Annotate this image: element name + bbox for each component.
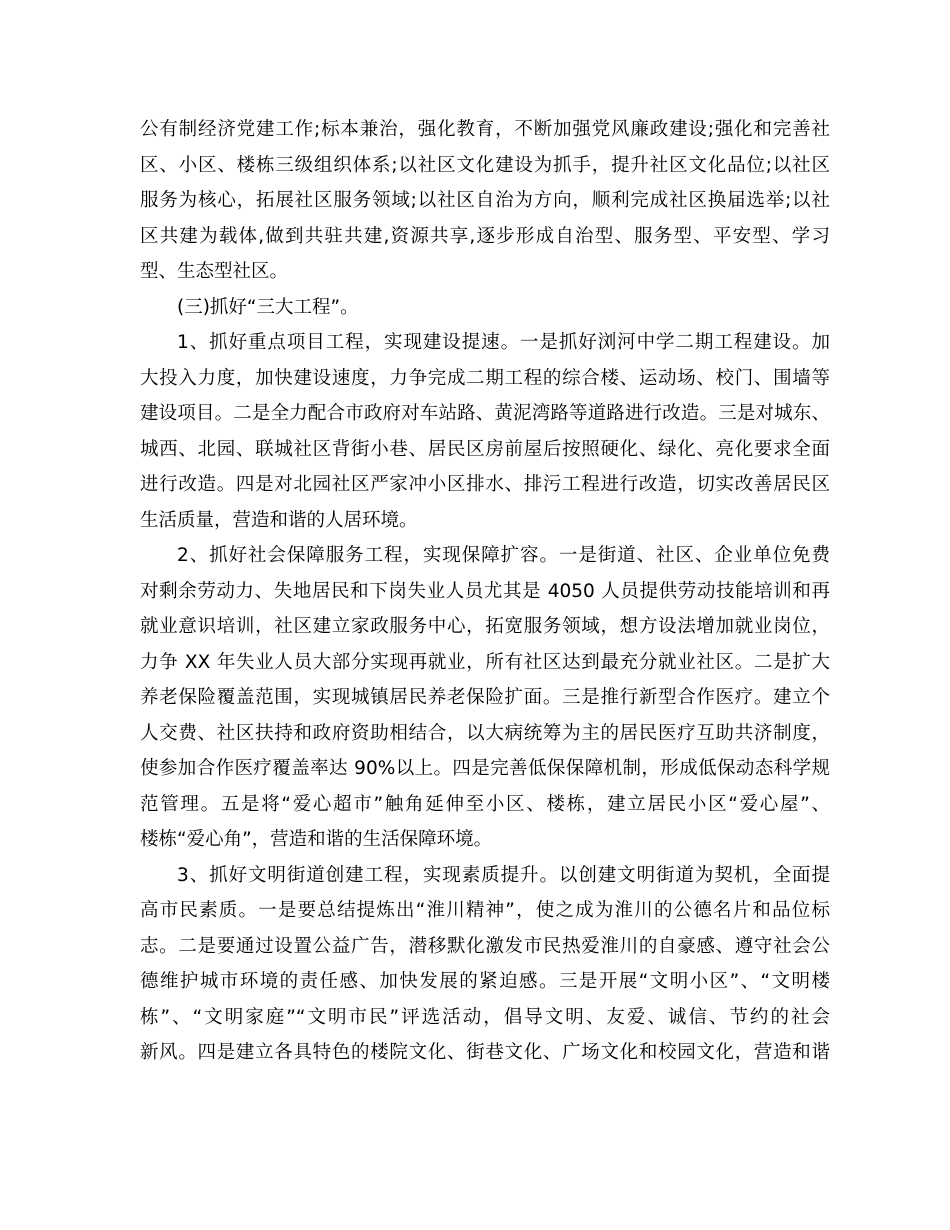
section-heading: (三)抓好“三大工程”。 bbox=[177, 296, 359, 318]
text-line: 就业意识培训，社区建立家政服务中心，拓宽服务领域，想方设法增加就业岗位， bbox=[140, 616, 830, 637]
text-line: 区共建为载体,做到共驻共建,资源共享,逐步形成自治型、服务型、平安型、学习 bbox=[140, 225, 830, 247]
text-line: 生活质量，营造和谐的人居环境。 bbox=[140, 509, 418, 531]
text-line: 使参加合作医疗覆盖率达 90%以上。四是完善低保保障机制，形成低保动态科学规 bbox=[140, 758, 830, 779]
text-line: 德维护城市环境的责任感、加快发展的紧迫感。三是开展“文明小区”、“文明楼 bbox=[140, 971, 830, 992]
text-line: 新风。四是建立各具特色的楼院文化、街巷文化、广场文化和校园文化，营造和谐 bbox=[140, 1042, 830, 1063]
text-line: 城西、北园、联城社区背街小巷、居民区房前屋后按照硬化、绿化、亮化要求全面 bbox=[140, 438, 830, 460]
text-line: 服务为核心，拓展社区服务领域;以社区自治为方向，顺利完成社区换届选举;以社 bbox=[140, 190, 830, 211]
text-line: 养老保险覆盖范围，实现城镇居民养老保险扩面。三是推行新型合作医疗。建立个 bbox=[140, 687, 830, 708]
text-line: 楼栋“爱心角”，营造和谐的生活保障环境。 bbox=[140, 829, 493, 850]
paragraph-first-line: 3、抓好文明街道创建工程，实现素质提升。以创建文明街道为契机，全面提 bbox=[177, 864, 830, 886]
paragraph-first-line: 2、抓好社会保障服务工程，实现保障扩容。一是街道、社区、企业单位免费 bbox=[177, 545, 830, 566]
text-line: 区、小区、楼栋三级组织体系;以社区文化建设为抓手，提升社区文化品位;以社区 bbox=[140, 154, 830, 176]
text-line: 高市民素质。一是要总结提炼出“淮川精神”，使之成为淮川的公德名片和品位标 bbox=[140, 900, 830, 921]
paragraph-first-line: 1、抓好重点项目工程，实现建设提速。一是抓好浏河中学二期工程建设。加 bbox=[177, 332, 830, 353]
text-line: 型、生态型社区。 bbox=[140, 261, 289, 282]
text-line: 志。二是要通过设置公益广告，潜移默化激发市民热爱淮川的自豪感、遵守社会公 bbox=[140, 935, 830, 957]
text-line: 栋”、“文明家庭”“文明市民”评选活动，倡导文明、友爱、诚信、节约的社会 bbox=[140, 1006, 830, 1028]
text-line: 人交费、社区扶持和政府资助相结合，以大病统筹为主的居民医疗互助共济制度， bbox=[140, 722, 830, 744]
text-line: 对剩余劳动力、失地居民和下岗失业人员尤其是 4050 人员提供劳动技能培训和再 bbox=[140, 580, 830, 602]
text-line: 建设项目。二是全力配合市政府对车站路、黄泥湾路等道路进行改造。三是对城东、 bbox=[140, 403, 830, 424]
document-body bbox=[140, 112, 830, 1071]
text-line: 范管理。五是将“爱心超市”触角延伸至小区、楼栋，建立居民小区“爱心屋”、 bbox=[140, 793, 830, 815]
text-line: 大投入力度，加快建设速度，力争完成二期工程的综合楼、运动场、校门、围墙等 bbox=[140, 367, 830, 389]
text-line: 公有制经济党建工作;标本兼治，强化教育，不断加强党风廉政建设;强化和完善社 bbox=[140, 119, 830, 140]
text-line: 力争 XX 年失业人员大部分实现再就业，所有社区达到最充分就业社区。二是扩大 bbox=[140, 651, 830, 673]
text-line: 进行改造。四是对北园社区严家冲小区排水、排污工程进行改造，切实改善居民区 bbox=[140, 474, 830, 495]
